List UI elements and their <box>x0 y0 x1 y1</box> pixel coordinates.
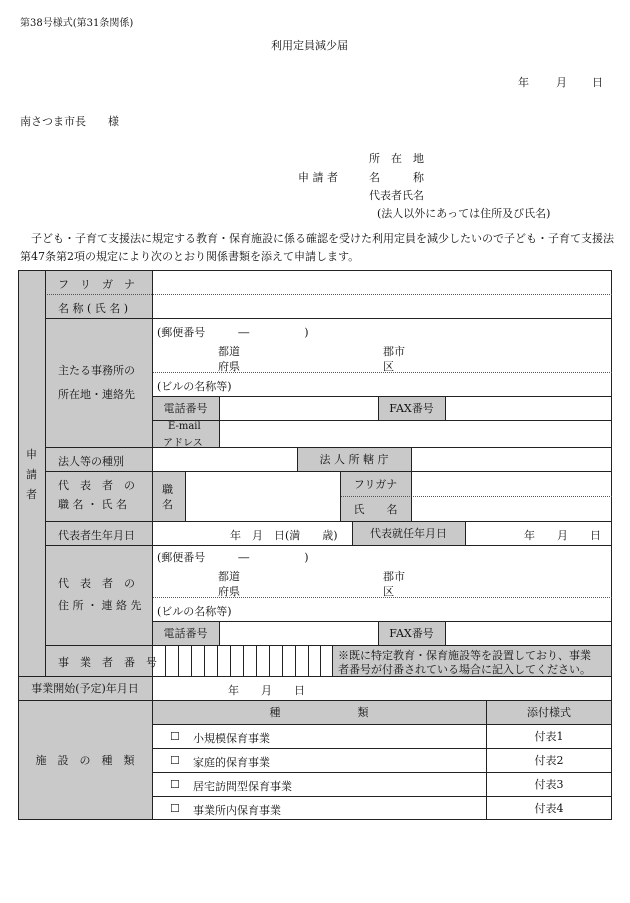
facility-name: 事業所内保育事業 <box>193 804 281 817</box>
job-label-1: 職 <box>162 483 173 496</box>
email-label-2: アドレス <box>163 438 203 449</box>
rep-title-label-2: 職 名 ・ 氏 名 <box>58 498 127 511</box>
rep-fax-input[interactable] <box>446 622 611 644</box>
office-phone-label: 電話番号 <box>163 402 208 415</box>
business-note-2: 者番号が付番されている場合に記入してください。 <box>338 663 591 676</box>
rep-furigana-input[interactable] <box>412 472 611 495</box>
side-label-applicant: 申請者 <box>26 448 37 501</box>
corp-office-input[interactable] <box>412 448 611 470</box>
facility-name: 居宅訪問型保育事業 <box>193 780 292 793</box>
office-pref-top: 都道 <box>218 345 240 358</box>
corp-office-label: 法 人 所 轄 庁 <box>319 453 389 466</box>
start-date-value: 年 月 日 <box>228 684 305 697</box>
date-month-label: 月 <box>556 76 567 89</box>
office-city-bottom: 区 <box>383 360 394 373</box>
date-day-label: 日 <box>592 76 603 89</box>
office-fax-label: FAX番号 <box>389 402 434 415</box>
business-number-label: 事 業 者 番 号 <box>58 656 157 669</box>
rep-start-label: 代表就任年月日 <box>370 527 447 540</box>
rep-birth-label: 代表者生年月日 <box>58 529 135 542</box>
office-address-label-2: 所在地・連絡先 <box>58 388 135 401</box>
start-date-label: 事業開始(予定)年月日 <box>31 682 139 695</box>
facility-type-label: 施 設 の 種 類 <box>35 754 135 767</box>
facility-name: 家庭的保育事業 <box>193 756 270 769</box>
facility-checkbox[interactable]: ☐ <box>170 802 180 815</box>
facility-checkbox[interactable]: ☐ <box>170 778 180 791</box>
rep-start-value: 年 月 日 <box>524 529 601 542</box>
rep-address-label-1: 代 表 者 の <box>58 577 135 590</box>
corp-type-label: 法人等の種別 <box>58 455 124 468</box>
rep-city-top: 郡市 <box>383 570 405 583</box>
email-input[interactable] <box>220 421 611 446</box>
facility-attach: 付表2 <box>534 754 564 767</box>
applicant-note: (法人以外にあっては住所及び氏名) <box>377 207 551 220</box>
name-label: 名 称 ( 氏 名 ) <box>58 302 129 315</box>
rep-fax-label: FAX番号 <box>389 627 434 640</box>
rep-furigana-label: フリガナ <box>353 477 398 491</box>
date-year-label: 年 <box>518 76 529 89</box>
business-note-1: ※既に特定教育・保育施設等を設置しており、事業 <box>338 649 591 662</box>
office-building-label: (ビルの名称等) <box>157 380 232 393</box>
rep-birth-value: 年 月 日(満 歳) <box>230 529 338 542</box>
name-input[interactable] <box>153 295 611 317</box>
corp-type-input[interactable] <box>153 448 296 470</box>
job-title-input[interactable] <box>186 472 339 520</box>
applicant-name-label: 名 称 <box>369 171 424 184</box>
kind-header: 種 類 <box>269 706 369 719</box>
job-label-2: 名 <box>162 498 173 511</box>
office-postal-label: (郵便番号 ― ) <box>157 326 309 339</box>
application-statement: 子ども・子育て支援法に規定する教育・保育施設に係る確認を受けた利用定員を減少したいので子ども・子育て支援法第47条第2項の規定により次のとおり関係書類を添えて申請します。 <box>20 232 614 263</box>
rep-pref-top: 都道 <box>218 570 240 583</box>
rep-phone-label: 電話番号 <box>163 627 208 640</box>
applicant-label: 申 請 者 <box>298 171 338 184</box>
rep-title-label-1: 代 表 者 の <box>58 479 135 492</box>
office-phone-input[interactable] <box>220 397 377 419</box>
rep-name-input[interactable] <box>412 497 611 520</box>
facility-attach: 付表1 <box>534 730 564 743</box>
rep-postal-label: (郵便番号 ― ) <box>157 551 309 564</box>
facility-name: 小規模保育事業 <box>193 732 270 745</box>
furigana-label: フ リ ガ ナ <box>58 278 135 291</box>
rep-building-label: (ビルの名称等) <box>157 605 232 618</box>
facility-attach: 付表3 <box>534 778 564 791</box>
rep-address-label-2: 住 所 ・ 連 絡 先 <box>58 599 142 612</box>
facility-checkbox[interactable]: ☐ <box>170 754 180 767</box>
office-pref-bottom: 府県 <box>218 360 240 373</box>
email-label-1: E-mail <box>168 421 201 432</box>
office-address-label-1: 主たる事務所の <box>58 364 135 377</box>
applicant-location-label: 所 在 地 <box>369 152 424 165</box>
addressee: 南さつま市長 様 <box>20 115 119 128</box>
rep-phone-input[interactable] <box>220 622 377 644</box>
applicant-representative-label: 代表者氏名 <box>369 189 424 202</box>
form-number: 第38号様式(第31条関係) <box>20 18 134 29</box>
office-fax-input[interactable] <box>446 397 611 419</box>
rep-city-bottom: 区 <box>383 585 394 598</box>
furigana-input[interactable] <box>153 271 611 293</box>
office-city-top: 郡市 <box>383 345 405 358</box>
page-title: 利用定員減少届 <box>271 39 348 52</box>
facility-attach: 付表4 <box>534 802 564 815</box>
facility-checkbox[interactable]: ☐ <box>170 730 180 743</box>
attach-header: 添付様式 <box>527 706 571 719</box>
rep-name-label: 氏 名 <box>353 502 398 516</box>
rep-pref-bottom: 府県 <box>218 585 240 598</box>
